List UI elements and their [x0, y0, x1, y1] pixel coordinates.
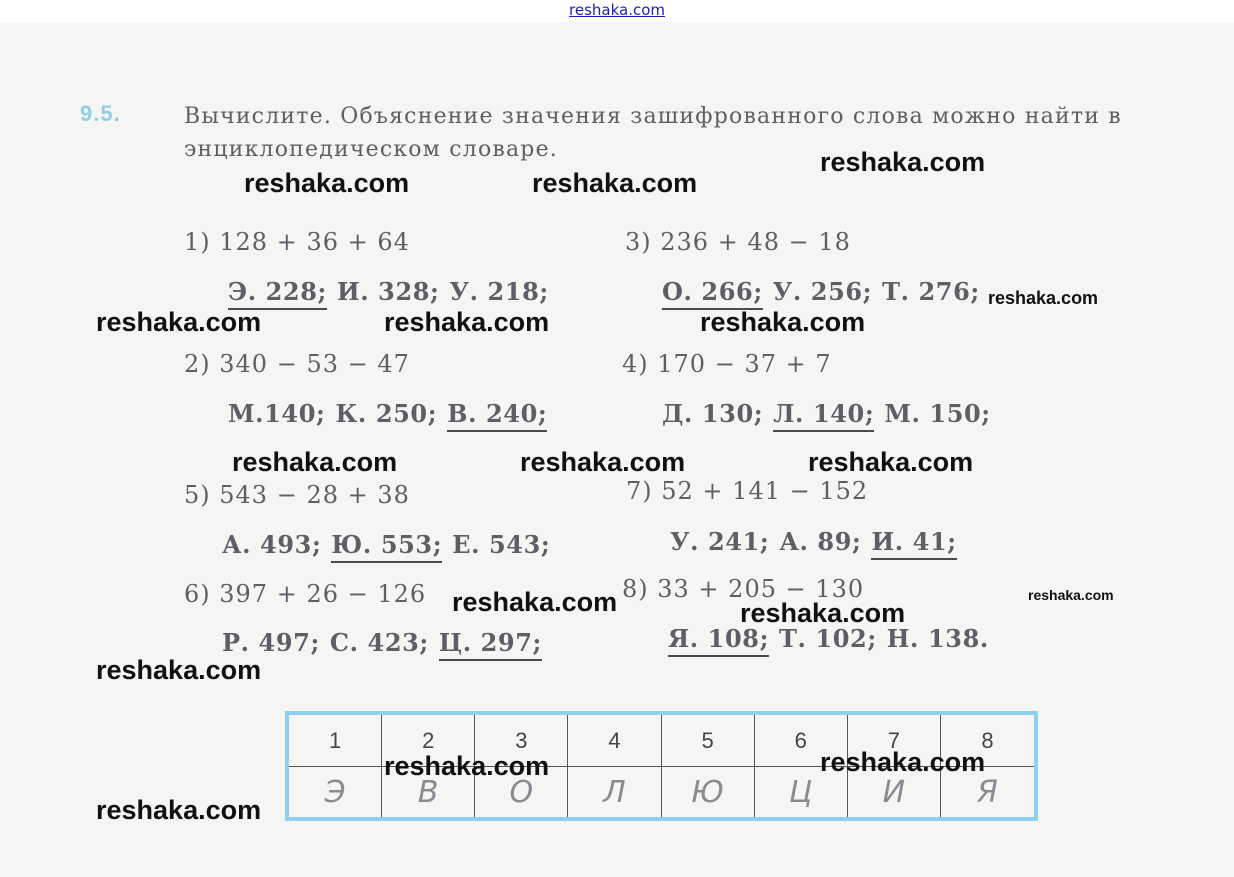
option: У. 218; — [449, 277, 549, 306]
watermark: reshaka.com — [244, 168, 410, 198]
exercise-3-options — [662, 277, 990, 306]
exercise-1-options — [228, 277, 559, 306]
table-header-cell: 1 — [289, 715, 382, 767]
option: М.140; — [228, 399, 326, 428]
exercise-1-expression: 1) 128 + 36 + 64 — [184, 228, 410, 256]
option-correct: О. 266; — [662, 277, 763, 310]
option: С. 423; — [329, 628, 429, 657]
option: А. 493; — [222, 530, 322, 559]
option-correct: Э. 228; — [228, 277, 327, 310]
table-header-cell: 8 — [941, 715, 1034, 767]
option: Н. 138. — [886, 624, 989, 653]
table-header-cell: 6 — [755, 715, 848, 767]
option: М. 150; — [884, 399, 991, 428]
watermark: reshaka.com — [96, 655, 262, 685]
exercise-5-options — [222, 530, 560, 559]
site-link[interactable]: reshaka.com — [569, 1, 665, 19]
exercise-2-expression: 2) 340 − 53 − 47 — [184, 350, 410, 378]
option: А. 89; — [779, 527, 862, 556]
option-correct: Ю. 553; — [331, 530, 442, 563]
watermark: reshaka.com — [988, 288, 1099, 308]
watermark: reshaka.com — [820, 747, 986, 777]
watermark: reshaka.com — [700, 307, 866, 337]
exercise-5-expression: 5) 543 − 28 + 38 — [184, 481, 410, 509]
watermark: reshaka.com — [520, 447, 686, 477]
table-letter-cell: В — [382, 767, 475, 817]
table-header-cell: 7 — [848, 715, 941, 767]
table-header-cell: 4 — [568, 715, 661, 767]
watermark: reshaka.com — [384, 751, 550, 781]
exercise-2-options — [228, 399, 557, 428]
watermark: reshaka.com — [96, 795, 262, 825]
option: Т. 276; — [882, 277, 980, 306]
option: У. 241; — [670, 527, 770, 556]
table-letter-cell: Ц — [755, 767, 848, 817]
table-header-cell: 5 — [662, 715, 755, 767]
option-correct: И. 41; — [871, 527, 956, 560]
watermark: reshaka.com — [532, 168, 698, 198]
exercise-3-expression: 3) 236 + 48 − 18 — [625, 228, 851, 256]
option: Д. 130; — [662, 399, 764, 428]
watermark: reshaka.com — [232, 447, 398, 477]
watermark: reshaka.com — [820, 147, 986, 177]
option-correct: В. 240; — [447, 399, 547, 432]
table-header-cell: 3 — [475, 715, 568, 767]
option: Р. 497; — [222, 628, 320, 657]
option: И. 328; — [336, 277, 440, 306]
option-correct: Л. 140; — [773, 399, 874, 432]
option: Т. 102; — [779, 624, 877, 653]
exercise-7-expression: 7) 52 + 141 − 152 — [626, 477, 869, 505]
table-letter-cell: И — [848, 767, 941, 817]
exercise-4-options — [662, 399, 1001, 428]
table-letter-cell: Ю — [662, 767, 755, 817]
exercise-8-expression: 8) 33 + 205 − 130 — [622, 575, 865, 603]
exercise-7-options — [670, 527, 967, 556]
exercise-6-expression: 6) 397 + 26 − 126 — [184, 580, 427, 608]
watermark: reshaka.com — [740, 598, 906, 628]
table-letter-cell: О — [475, 767, 568, 817]
watermark: reshaka.com — [96, 307, 262, 337]
watermark: reshaka.com — [452, 587, 618, 617]
option: Е. 543; — [452, 530, 551, 559]
watermark: reshaka.com — [384, 307, 550, 337]
option-correct: Я. 108; — [668, 624, 769, 657]
table-letter-cell: Я — [977, 774, 998, 810]
option: К. 250; — [335, 399, 438, 428]
table-letter-cell: Л — [568, 767, 661, 817]
exercise-4-expression: 4) 170 − 37 + 7 — [622, 350, 832, 378]
watermark: reshaka.com — [808, 447, 974, 477]
option-correct: Ц. 297; — [439, 628, 542, 661]
table-header-cell: 2 — [382, 715, 475, 767]
table-letter-cell: Э — [289, 767, 382, 817]
watermark: reshaka.com — [1028, 587, 1114, 603]
task-intro: Вычислите. Объяснение значения зашифрованного слова можно найти в энциклопедическом словаре. — [184, 104, 1122, 162]
exercise-6-options — [222, 628, 552, 657]
task-number: 9.5. — [80, 101, 121, 126]
option: У. 256; — [772, 277, 873, 306]
